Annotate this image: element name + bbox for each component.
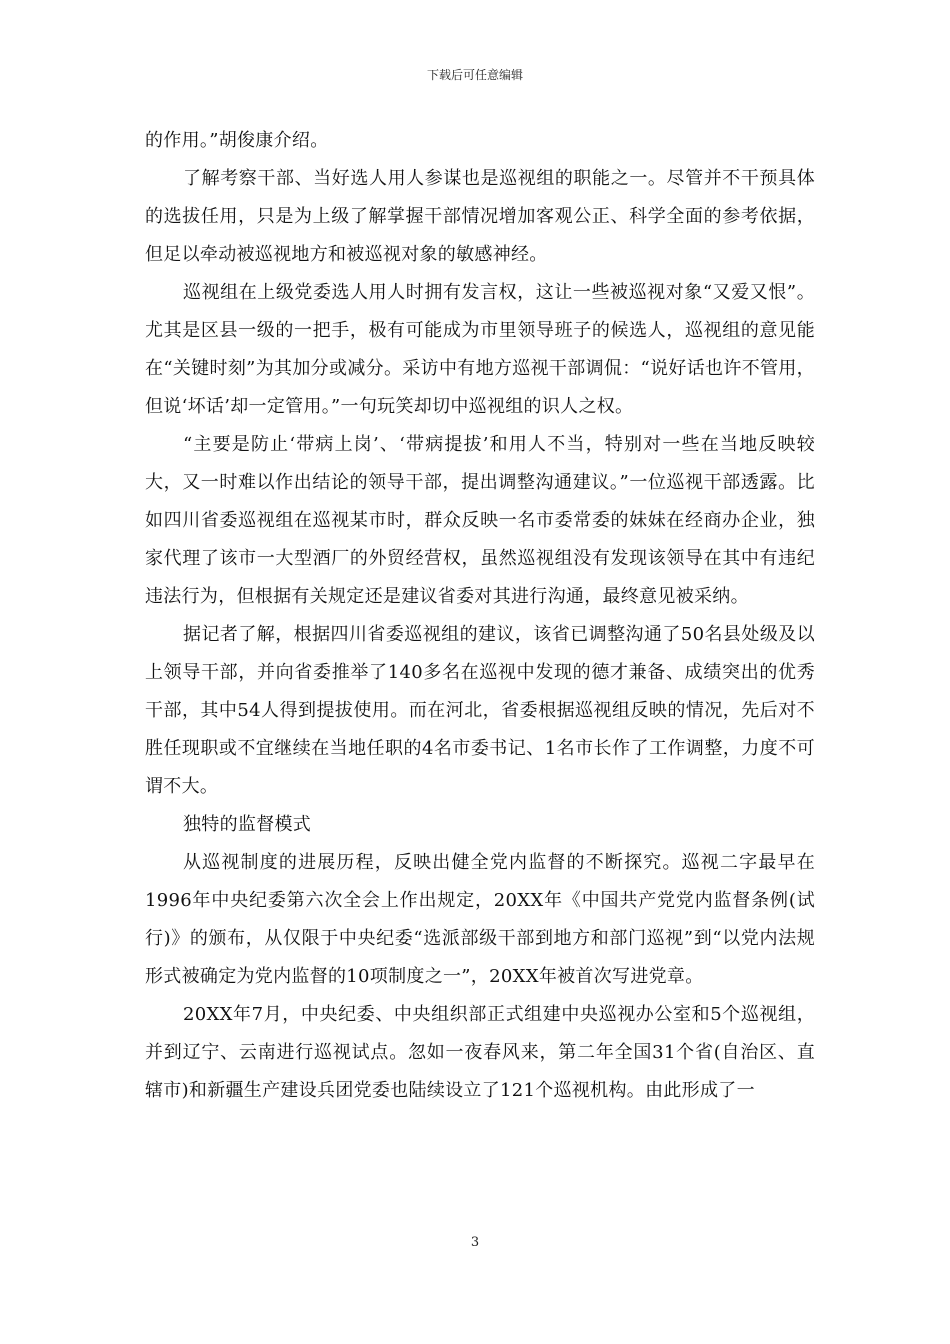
paragraph: 从巡视制度的进展历程，反映出健全党内监督的不断探究。巡视二字最早在1996年中央纪委第六次全会上作出规定，20XX年《中国共产党党内监督条例(试行)》的颁布，从仅限于中央纪委“选派部级干部到地方和部门巡视”到“以党内法规形式被确定为党内监督的10项制度之一”，20XX年被首次写进党章。	[145, 852, 815, 987]
page-header: 下载后可任意编辑	[426, 68, 523, 82]
document-body	[145, 122, 815, 1110]
paragraph: “主要是防止‘带病上岗’、‘带病提拔’和用人不当，特别对一些在当地反映较大，又一时难以作出结论的领导干部，提出调整沟通建议。”一位巡视干部透露。比如四川省委巡视组在巡视某市时，群众反映一名市委常委的妹妹在经商办企业，独家代理了该市一大型酒厂的外贸经营权，虽然巡视组没有发现该领导在其中有违纪违法行为，但根据有关规定还是建议省委对其进行沟通，最终意见被采纳。	[145, 434, 815, 607]
section-heading: 独特的监督模式	[183, 814, 312, 835]
page-number: 3	[470, 1235, 480, 1250]
paragraph: 了解考察干部、当好选人用人参谋也是巡视组的职能之一。尽管并不干预具体的选拔任用，只是为上级了解掌握干部情况增加客观公正、科学全面的参考依据，但足以牵动被巡视地方和被巡视对象的敏感神经。	[145, 168, 815, 265]
paragraph-continuation: 的作用。”胡俊康介绍。	[145, 130, 329, 151]
paragraph: 巡视组在上级党委选人用人时拥有发言权，这让一些被巡视对象“又爱又恨”。尤其是区县一级的一把手，极有可能成为市里领导班子的候选人，巡视组的意见能在“关键时刻”为其加分或减分。采访中有地方巡视干部调侃：“说好话也许不管用，但说‘坏话’却一定管用。”一句玩笑却切中巡视组的识人之权。	[145, 282, 815, 417]
paragraph: 据记者了解，根据四川省委巡视组的建议，该省已调整沟通了50名县处级及以上领导干部，并向省委推举了140多名在巡视中发现的德才兼备、成绩突出的优秀干部，其中54人得到提拔使用。而在河北，省委根据巡视组反映的情况，先后对不胜任现职或不宜继续在当地任职的4名市委书记、1名市长作了工作调整，力度不可谓不大。	[145, 624, 815, 797]
paragraph: 20XX年7月，中央纪委、中央组织部正式组建中央巡视办公室和5个巡视组，并到辽宁、云南进行巡视试点。忽如一夜春风来，第二年全国31个省(自治区、直辖市)和新疆生产建设兵团党委也陆续设立了121个巡视机构。由此形成了一	[145, 1004, 815, 1101]
